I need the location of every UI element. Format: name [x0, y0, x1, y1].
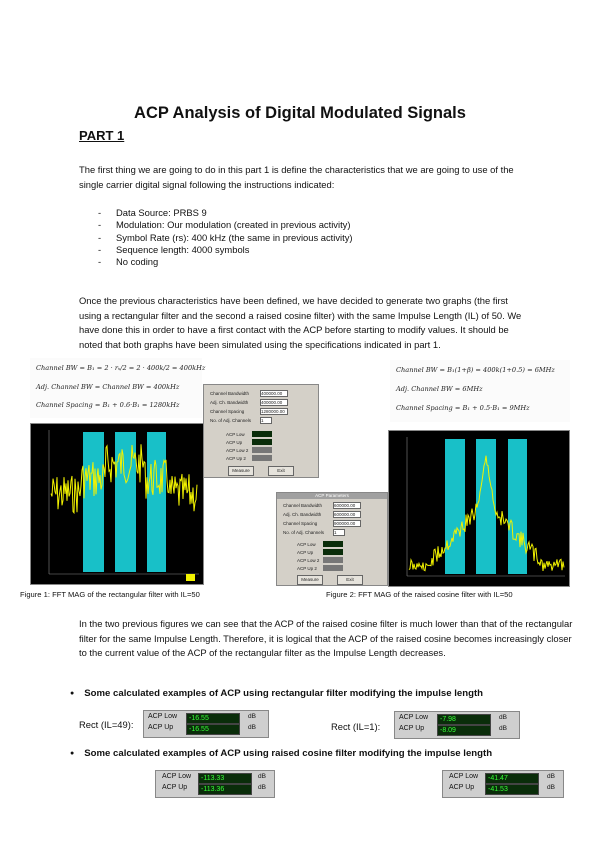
acp-unit: dB	[499, 725, 507, 732]
characteristics-list	[98, 207, 353, 268]
acp-readout	[252, 439, 272, 445]
dialog-value-text: 400000.00	[261, 391, 283, 396]
acp-label: ACP Low 2	[226, 448, 249, 453]
acp-low-value: -7.98	[437, 714, 491, 725]
acp-label: ACP Low 2	[297, 558, 320, 563]
acp-unit: dB	[258, 784, 266, 791]
measure-button[interactable]	[297, 575, 323, 585]
acp-row	[148, 713, 256, 723]
list-item: - Modulation: Our modulation (created in previous activity)	[98, 219, 353, 231]
fft-plot-rect	[30, 423, 204, 585]
acp-readout	[323, 565, 343, 571]
acp-readout	[323, 541, 343, 547]
handwritten-notes-fig1	[30, 358, 206, 418]
dialog-value[interactable]	[260, 390, 288, 397]
page-title: ACP Analysis of Digital Modulated Signals	[134, 104, 466, 122]
acp-unit: dB	[258, 773, 266, 780]
dialog-label: Adj. Ch. Bandwidth	[283, 512, 322, 517]
figure-1-caption: Figure 1: FFT MAG of the rectangular filter with IL=50	[20, 590, 200, 599]
fft-trace-raised-cosine	[389, 431, 569, 586]
button-label: Measure	[301, 577, 319, 582]
acp-label: ACP Up	[226, 440, 243, 445]
section-rc-examples: ● Some calculated examples of ACP using raised cosine filter modifying the impulse length	[70, 748, 492, 759]
acp-unit: dB	[248, 724, 256, 731]
list-item: - Symbol Rate (rs): 400 kHz (the same in previous activity)	[98, 232, 353, 244]
acp-low-label: ACP Low	[148, 713, 178, 720]
dialog-value-text: 1280000.00	[261, 409, 285, 414]
acp-row	[449, 773, 555, 783]
acp-readout-rect-il1	[394, 711, 520, 739]
acp-label: ACP Low	[297, 542, 316, 547]
acp-unit: dB	[248, 713, 256, 720]
acp-row	[162, 784, 266, 794]
acp-up-label: ACP Up	[162, 784, 188, 791]
acp-unit: dB	[547, 773, 555, 780]
acp-row	[162, 773, 266, 783]
dialog-value[interactable]	[333, 520, 361, 527]
acp-readout-rect-il49	[143, 710, 269, 738]
acp-readout	[252, 447, 272, 453]
handwritten-notes-fig2	[390, 360, 570, 422]
graphs-paragraph: Once the previous characteristics have been defined, we have decided to generate two graphs (the first using a rectangular filter and the second a raised cosine filter) with the same Impulse Length (IL) of 50. We have done this in order to have a first contact with the ACP before starting to modify values. It should be noted that both graphs have been simulated using the specifications indicated in part 1.	[79, 295, 522, 350]
acp-label: ACP Up 2	[226, 456, 246, 461]
note-line: Channel BW = B₁ = 2 · rₛ/2 = 2 · 400k/2 = 400kHz	[36, 364, 206, 372]
dialog-value[interactable]	[333, 529, 345, 536]
note-line: Adj. Channel BW = Channel BW = 400kHz	[36, 383, 180, 391]
acp-up-label: ACP Up	[449, 784, 475, 791]
list-item: - No coding	[98, 256, 353, 268]
acp-label: ACP Up 2	[297, 566, 317, 571]
acp-up-label: ACP Up	[399, 725, 425, 732]
measure-button[interactable]	[228, 466, 254, 476]
acp-row	[449, 784, 555, 794]
acp-label: ACP Low	[226, 432, 245, 437]
note-line: Channel Spacing = B₁ + 0.6·B₁ = 1280kHz	[36, 401, 180, 409]
acp-row	[399, 714, 507, 724]
acp-low-value: -41.47	[485, 773, 539, 784]
dialog-label: Channel Bandwidth	[210, 391, 250, 396]
exit-button[interactable]	[337, 575, 363, 585]
button-label: Exit	[346, 577, 354, 582]
acp-label: ACP Up	[297, 550, 314, 555]
acp-up-value: -41.53	[485, 784, 539, 795]
acp-row	[399, 725, 507, 735]
exit-button[interactable]	[268, 466, 294, 476]
acp-up-value: -113.36	[198, 784, 252, 795]
acp-low-label: ACP Low	[399, 714, 429, 721]
acp-readout-rc-1	[155, 770, 275, 798]
button-label: Measure	[232, 468, 250, 473]
dialog-value-text: 1	[261, 418, 264, 423]
comparison-paragraph: In the two previous figures we can see that the ACP of the raised cosine filter is much lower than that of the rectangular filter for the same Impulse Length. Therefore, it is logical that the ACP of the raised cosine becomes increasingly closer to the current value of the ACP of the rectangular filter as the Impulse Length decreases.	[79, 618, 573, 658]
dialog-label: Channel Bandwidth	[283, 503, 323, 508]
figure-2-caption: Figure 2: FFT MAG of the raised cosine filter with IL=50	[326, 590, 513, 599]
section-rect-examples: ● Some calculated examples of ACP using rectangular filter modifying the impulse length	[70, 688, 483, 699]
acp-readout	[252, 431, 272, 437]
dialog-title: ACP Parameters	[277, 493, 387, 499]
dialog-label: Channel Spacing	[283, 521, 318, 526]
dialog-value-text: 1	[334, 530, 337, 535]
acp-dialog-fig1	[203, 384, 319, 478]
note-line: Channel Spacing = B₁ + 0.5·B₁ = 9MHz	[396, 404, 530, 412]
fft-trace-rect	[31, 424, 203, 584]
acp-up-value: -8.09	[437, 725, 491, 736]
dialog-value[interactable]	[333, 511, 361, 518]
acp-low-label: ACP Low	[449, 773, 479, 780]
dialog-label: Adj. Ch. Bandwidth	[210, 400, 249, 405]
dialog-value-text: 900000.00	[334, 521, 356, 526]
rect-il1-label: Rect (IL=1):	[331, 721, 381, 732]
dialog-label: No. of Adj. Channels	[283, 530, 325, 535]
fft-plot-raised-cosine	[388, 430, 570, 587]
button-label: Exit	[277, 468, 285, 473]
acp-row	[148, 724, 256, 734]
dialog-label: No. of Adj. Channels	[210, 418, 252, 423]
dialog-value[interactable]	[260, 399, 288, 406]
acp-unit: dB	[547, 784, 555, 791]
legend-swatch	[186, 574, 195, 581]
acp-dialog-fig2	[276, 492, 388, 586]
dialog-value[interactable]	[260, 408, 288, 415]
acp-readout	[323, 557, 343, 563]
acp-up-value: -16.55	[186, 724, 240, 735]
note-line: Channel BW = B₁(1+β) = 400k(1+0.5) = 6MHz	[396, 366, 555, 374]
part-heading: PART 1	[79, 128, 125, 143]
dialog-value-text: 600000.00	[334, 503, 356, 508]
dialog-label: Channel Spacing	[210, 409, 245, 414]
acp-readout	[252, 455, 272, 461]
note-line: Adj. Channel BW = 6MHz	[396, 385, 483, 393]
acp-readout-rc-2	[442, 770, 564, 798]
acp-low-value: -16.55	[186, 713, 240, 724]
dialog-value[interactable]	[333, 502, 361, 509]
acp-readout	[323, 549, 343, 555]
acp-unit: dB	[499, 714, 507, 721]
dialog-value[interactable]	[260, 417, 272, 424]
dialog-value-text: 400000.00	[261, 400, 283, 405]
rect-il49-label: Rect (IL=49):	[79, 719, 134, 730]
acp-low-label: ACP Low	[162, 773, 192, 780]
acp-up-label: ACP Up	[148, 724, 174, 731]
list-item: - Sequence length: 4000 symbols	[98, 244, 353, 256]
acp-low-value: -113.33	[198, 773, 252, 784]
list-item: - Data Source: PRBS 9	[98, 207, 353, 219]
dialog-value-text: 600000.00	[334, 512, 356, 517]
intro-paragraph: The first thing we are going to do in this part 1 is define the characteristics that we are going to use of the single carrier digital signal following the instructions indicated:	[79, 164, 514, 190]
